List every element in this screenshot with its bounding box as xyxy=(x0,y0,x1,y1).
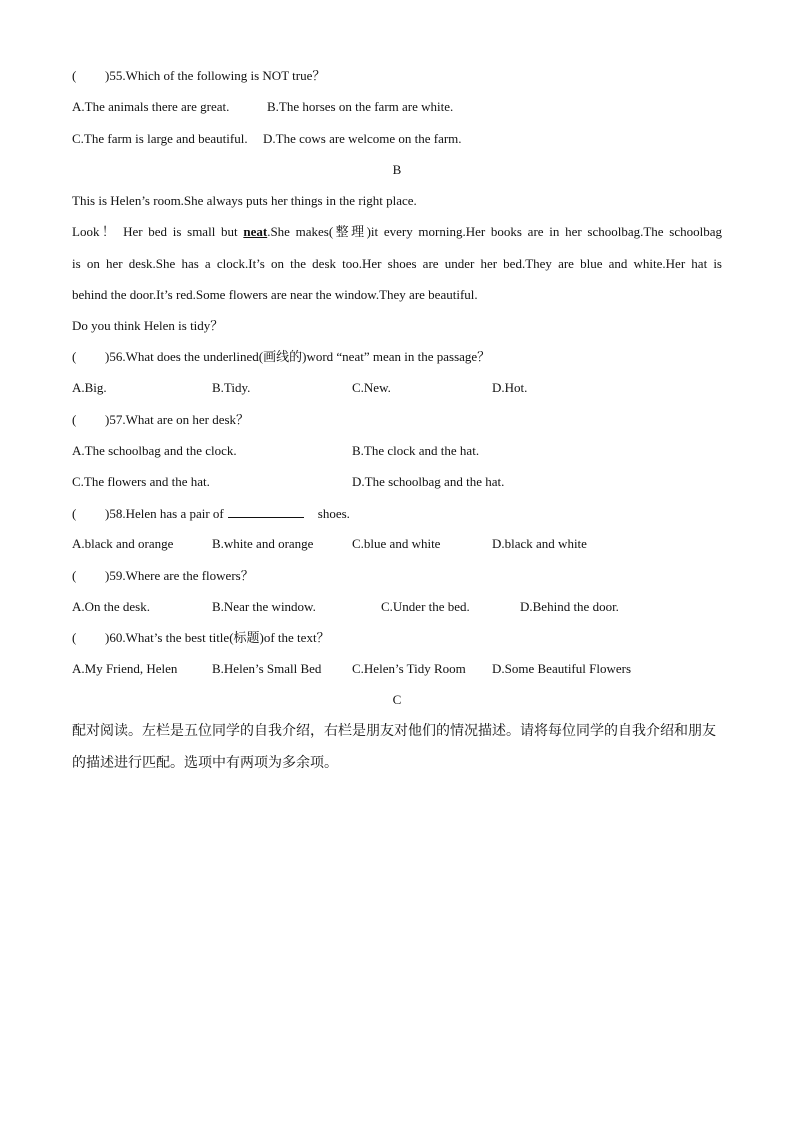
option-c: C.blue and white xyxy=(352,536,441,551)
passage-text: Look！ Her bed is small but xyxy=(72,224,244,239)
option-a: A.On the desk. xyxy=(72,599,150,614)
option-c: C.Helen’s Tidy Room xyxy=(352,661,466,676)
passage-b-line4: behind the door.It’s red.Some flowers are near the window.They are beautiful. xyxy=(72,287,478,302)
option-a: A.Big. xyxy=(72,380,107,395)
option-d: D.The schoolbag and the hat. xyxy=(352,474,505,489)
question-60-stem xyxy=(72,630,330,646)
question-55-stem xyxy=(72,68,325,84)
option-b: B.Near the window. xyxy=(212,599,316,614)
question-56-stem xyxy=(72,349,490,365)
answer-paren: ( xyxy=(72,412,77,427)
question-text: )59.Where are the flowers？ xyxy=(105,568,254,583)
answer-paren: ( xyxy=(72,68,77,83)
passage-text: .She makes(整理)it every morning.Her books are in her schoolbag.The schoolbag xyxy=(267,224,722,239)
option-d: D.The cows are welcome on the farm. xyxy=(263,131,462,146)
option-c: C.The farm is large and beautiful. xyxy=(72,131,248,146)
question-text: )60.What’s the best title(标题)of the text？ xyxy=(105,630,330,645)
section-c-label: C xyxy=(392,692,402,707)
option-b: B.white and orange xyxy=(212,536,314,551)
option-d: D.black and white xyxy=(492,536,587,551)
question-58-stem xyxy=(72,505,350,522)
answer-paren: ( xyxy=(72,630,77,645)
option-c: C.Under the bed. xyxy=(381,599,470,614)
option-d: D.Behind the door. xyxy=(520,599,619,614)
passage-b-line1: This is Helen’s room.She always puts her things in the right place. xyxy=(72,193,417,208)
option-b: B.The clock and the hat. xyxy=(352,443,480,458)
question-59-stem xyxy=(72,568,254,584)
passage-b-line5: Do you think Helen is tidy？ xyxy=(72,318,224,333)
option-c: C.New. xyxy=(352,380,391,395)
option-a: A.My Friend, Helen xyxy=(72,661,178,676)
question-text-end: shoes. xyxy=(317,506,350,521)
section-c-instructions-line1: 配对阅读。左栏是五位同学的自我介绍，右栏是朋友对他们的情况描述。请将每位同学的自我介绍和朋友 xyxy=(72,723,716,739)
option-a: A.The schoolbag and the clock. xyxy=(72,443,237,458)
section-c-instructions-line2: 的描述进行匹配。选项中有两项为多余项。 xyxy=(72,755,338,771)
answer-paren: ( xyxy=(72,506,77,521)
answer-paren: ( xyxy=(72,568,77,583)
question-text: )58.Helen has a pair of xyxy=(105,506,224,521)
option-b: B.Helen’s Small Bed xyxy=(212,661,322,676)
section-b-label: B xyxy=(392,162,402,177)
fill-in-blank xyxy=(228,505,304,518)
option-d: D.Some Beautiful Flowers xyxy=(492,661,632,676)
option-b: B.The horses on the farm are white. xyxy=(267,99,454,114)
answer-paren: ( xyxy=(72,349,77,364)
option-a: A.The animals there are great. xyxy=(72,99,230,114)
passage-b-line3: is on her desk.She has a clock.It’s on the desk too.Her shoes are under her bed.They are blue and white.Her hat is xyxy=(72,256,722,271)
question-text: )55.Which of the following is NOT true？ xyxy=(105,68,326,83)
option-a: A.black and orange xyxy=(72,536,174,551)
passage-b-line2 xyxy=(72,224,722,240)
option-d: D.Hot. xyxy=(492,380,528,395)
underlined-word-neat: neat xyxy=(243,224,268,239)
question-57-stem xyxy=(72,412,249,428)
option-b: B.Tidy. xyxy=(212,380,251,395)
option-c: C.The flowers and the hat. xyxy=(72,474,210,489)
question-text: )56.What does the underlined(画线的)word “neat” mean in the passage？ xyxy=(105,349,491,364)
question-text: )57.What are on her desk？ xyxy=(105,412,250,427)
